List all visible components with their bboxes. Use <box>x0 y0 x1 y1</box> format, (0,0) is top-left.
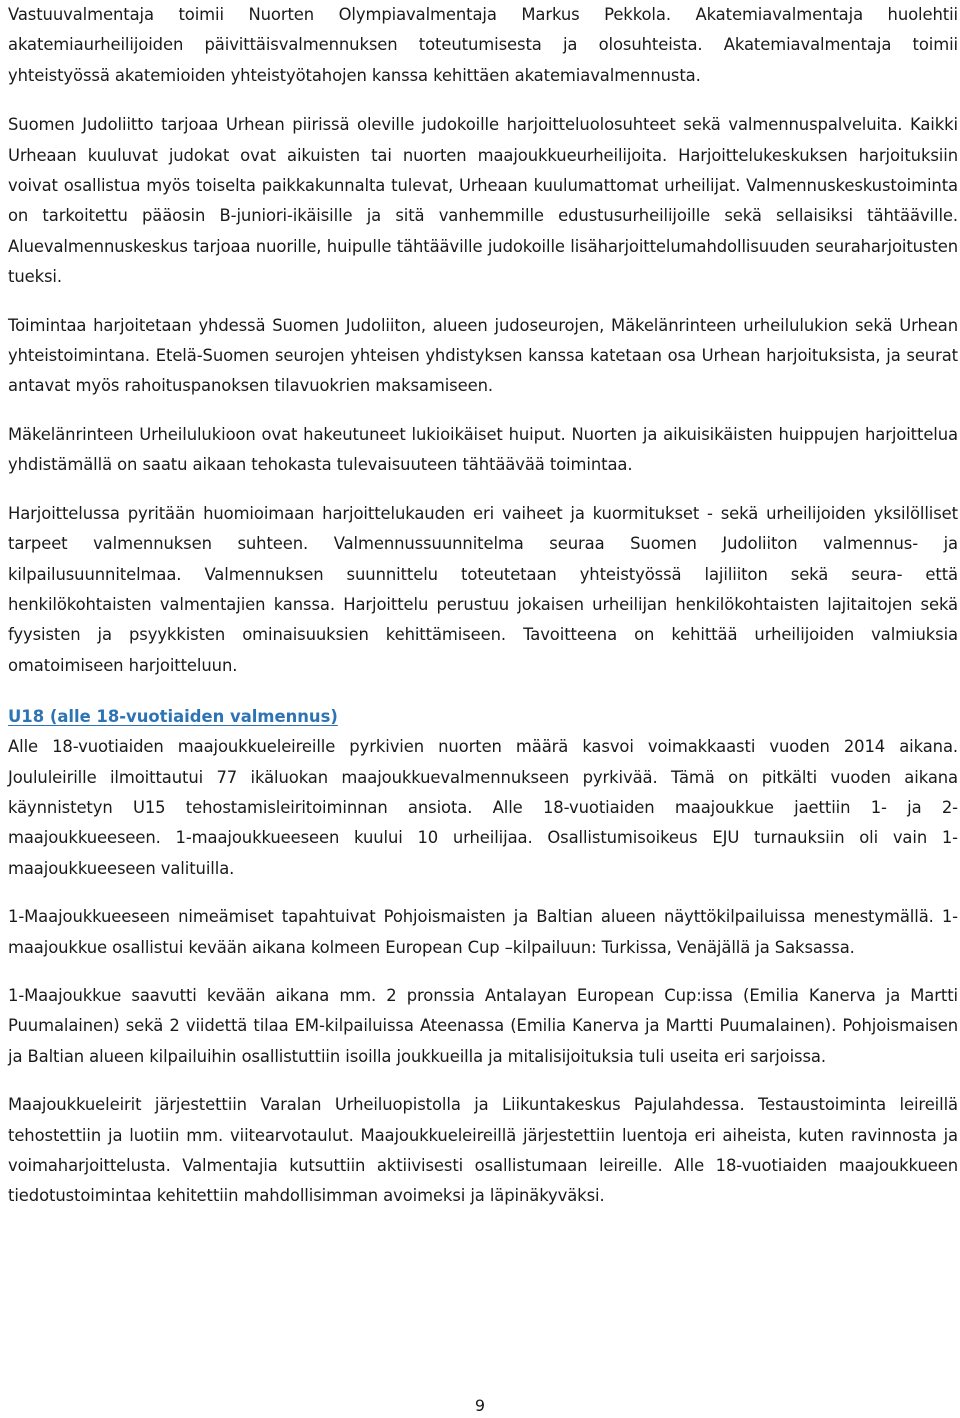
section-heading-u18: U18 (alle 18-vuotiaiden valmennus) <box>8 707 338 727</box>
paragraph-sports-high-school: Mäkelänrinteen Urheilulukioon ovat hakeutuneet lukioikäiset huiput. Nuorten ja aikuisikäisten huippujen harjoittelua yhdistämällä on saatu aikaan tehokasta tulevaisuuteen tähtäävää toimintaa. <box>8 424 958 475</box>
paragraph-urhea-services: Suomen Judoliitto tarjoaa Urhean piirissä oleville judokoille harjoitteluolosuhteet sekä valmennuspalveluita. Kaikki Urheaan kuuluvat judokat ovat aikuisten tai nuorten maajoukkueurheilijoita. Harjoittelukeskuksen harjoituksiin voivat osallistua myös toiselta paikkakunnalta tulevat, Urheaan kuulumattomat urheilijat. Valmennuskeskustoiminta on tarkoitettu pääosin B-juniori-ikäisille ja sitä vanhemmille edustusurheilijoille sekä sellaisiksi tähtääville. Aluevalmennuskeskus tarjoaa nuorille, huipulle tähtääville judokoille lisäharjoittelumahdollisuuden seuraharjoitusten tueksi. <box>8 115 958 287</box>
paragraph-coaching-roles: Vastuuvalmentaja toimii Nuorten Olympiavalmentaja Markus Pekkola. Akatemiavalmentaja huolehtii akatemiaurheilijoiden päivittäisvalmennuksen toteutumisesta ja olosuhteista. Akatemiavalmentaja toimii yhteistyössä akatemioiden yhteistyötahojen kanssa kehittäen akatemiavalmennusta. <box>8 5 958 85</box>
paragraph-cooperation: Toimintaa harjoitetaan yhdessä Suomen Judoliiton, alueen judoseurojen, Mäkelänrinteen urheilulukion sekä Urhean yhteistoimintana. Etelä-Suomen seurojen yhteisen yhdistyksen kanssa katetaan osa Urhean harjoituksista, ja seurat antavat myös rahoituspanoksen tilavuokrien maksamiseen. <box>8 315 958 396</box>
paragraph-u18-results: 1-Maajoukkue saavutti kevään aikana mm. 2 pronssia Antalayan European Cup:issa (Emilia Kanerva ja Martti Puumalainen) sekä 2 viidettä tilaa EM-kilpailuissa Ateenassa (Emilia Kanerva ja Martti Puumalainen). Pohjoismaisen ja Baltian alueen kilpailuihin osallistuttiin isoilla joukkueilla ja mitalisijoituksia tuli useita eri sarjoissa. <box>8 985 958 1066</box>
paragraph-u18-camps: Alle 18-vuotiaiden maajoukkueleireille pyrkivien nuorten määrä kasvoi voimakkaasti vuoden 2014 aikana. Joululeirille ilmoittautui 77 ikäluokan maajoukkuevalmennukseen pyrkivää. Tämä on pitkälti vuoden aikana käynnistetyn U15 tehostamisleiritoiminnan ansiota. Alle 18-vuotiaiden maajoukkue jaettiin 1- ja 2-maajoukkueeseen. 1-maajoukkueeseen kuului 10 urheilijaa. Osallistumisoikeus EJU turnauksiin oli vain 1-maajoukkueeseen valituilla. <box>8 737 958 878</box>
page-number: 9 <box>474 1396 486 1415</box>
document-page <box>8 0 958 1212</box>
paragraph-training-planning: Harjoittelussa pyritään huomioimaan harjoittelukauden eri vaiheet ja kuormitukset - sekä urheilijoiden yksilölliset tarpeet valmennuksen suhteen. Valmennussuunnitelma seuraa Suomen Judoliiton valmennus- ja kilpailusuunnitelmaa. Valmennuksen suunnittelu toteutetaan yhteistyössä lajiliiton sekä seura- että henkilökohtaisten valmentajien kanssa. Harjoittelu perustuu jokaisen urheilijan henkilökohtaisten lajitaitojen sekä fyysisten ja psyykkisten ominaisuuksien kehittämiseen. Tavoitteena on kehittää urheilijoiden valmiuksia omatoimiseen harjoitteluun. <box>8 503 958 675</box>
paragraph-u18-selection: 1-Maajoukkueeseen nimeämiset tapahtuivat Pohjoismaisten ja Baltian alueen näyttökilpailuissa menestymällä. 1-maajoukkue osallistui kevään aikana kolmeen European Cup –kilpailuun: Turkissa, Venäjällä ja Saksassa. <box>8 907 958 957</box>
paragraph-u18-camp-locations: Maajoukkueleirit järjestettiin Varalan Urheiluopistolla ja Liikuntakeskus Pajulahdessa. Testaustoiminta leireillä tehostettiin ja luotiin mm. viitearvotaulut. Maajoukkueleireillä järjestettiin luentoja eri aiheista, kuten ravinnosta ja voimaharjoittelusta. Valmentajia kutsuttiin aktiivisesti osallistumaan leireille. Alle 18-vuotiaiden maajoukkueen tiedotustoimintaa kehitettiin mahdollisimman avoimeksi ja läpinäkyväksi. <box>8 1095 958 1206</box>
